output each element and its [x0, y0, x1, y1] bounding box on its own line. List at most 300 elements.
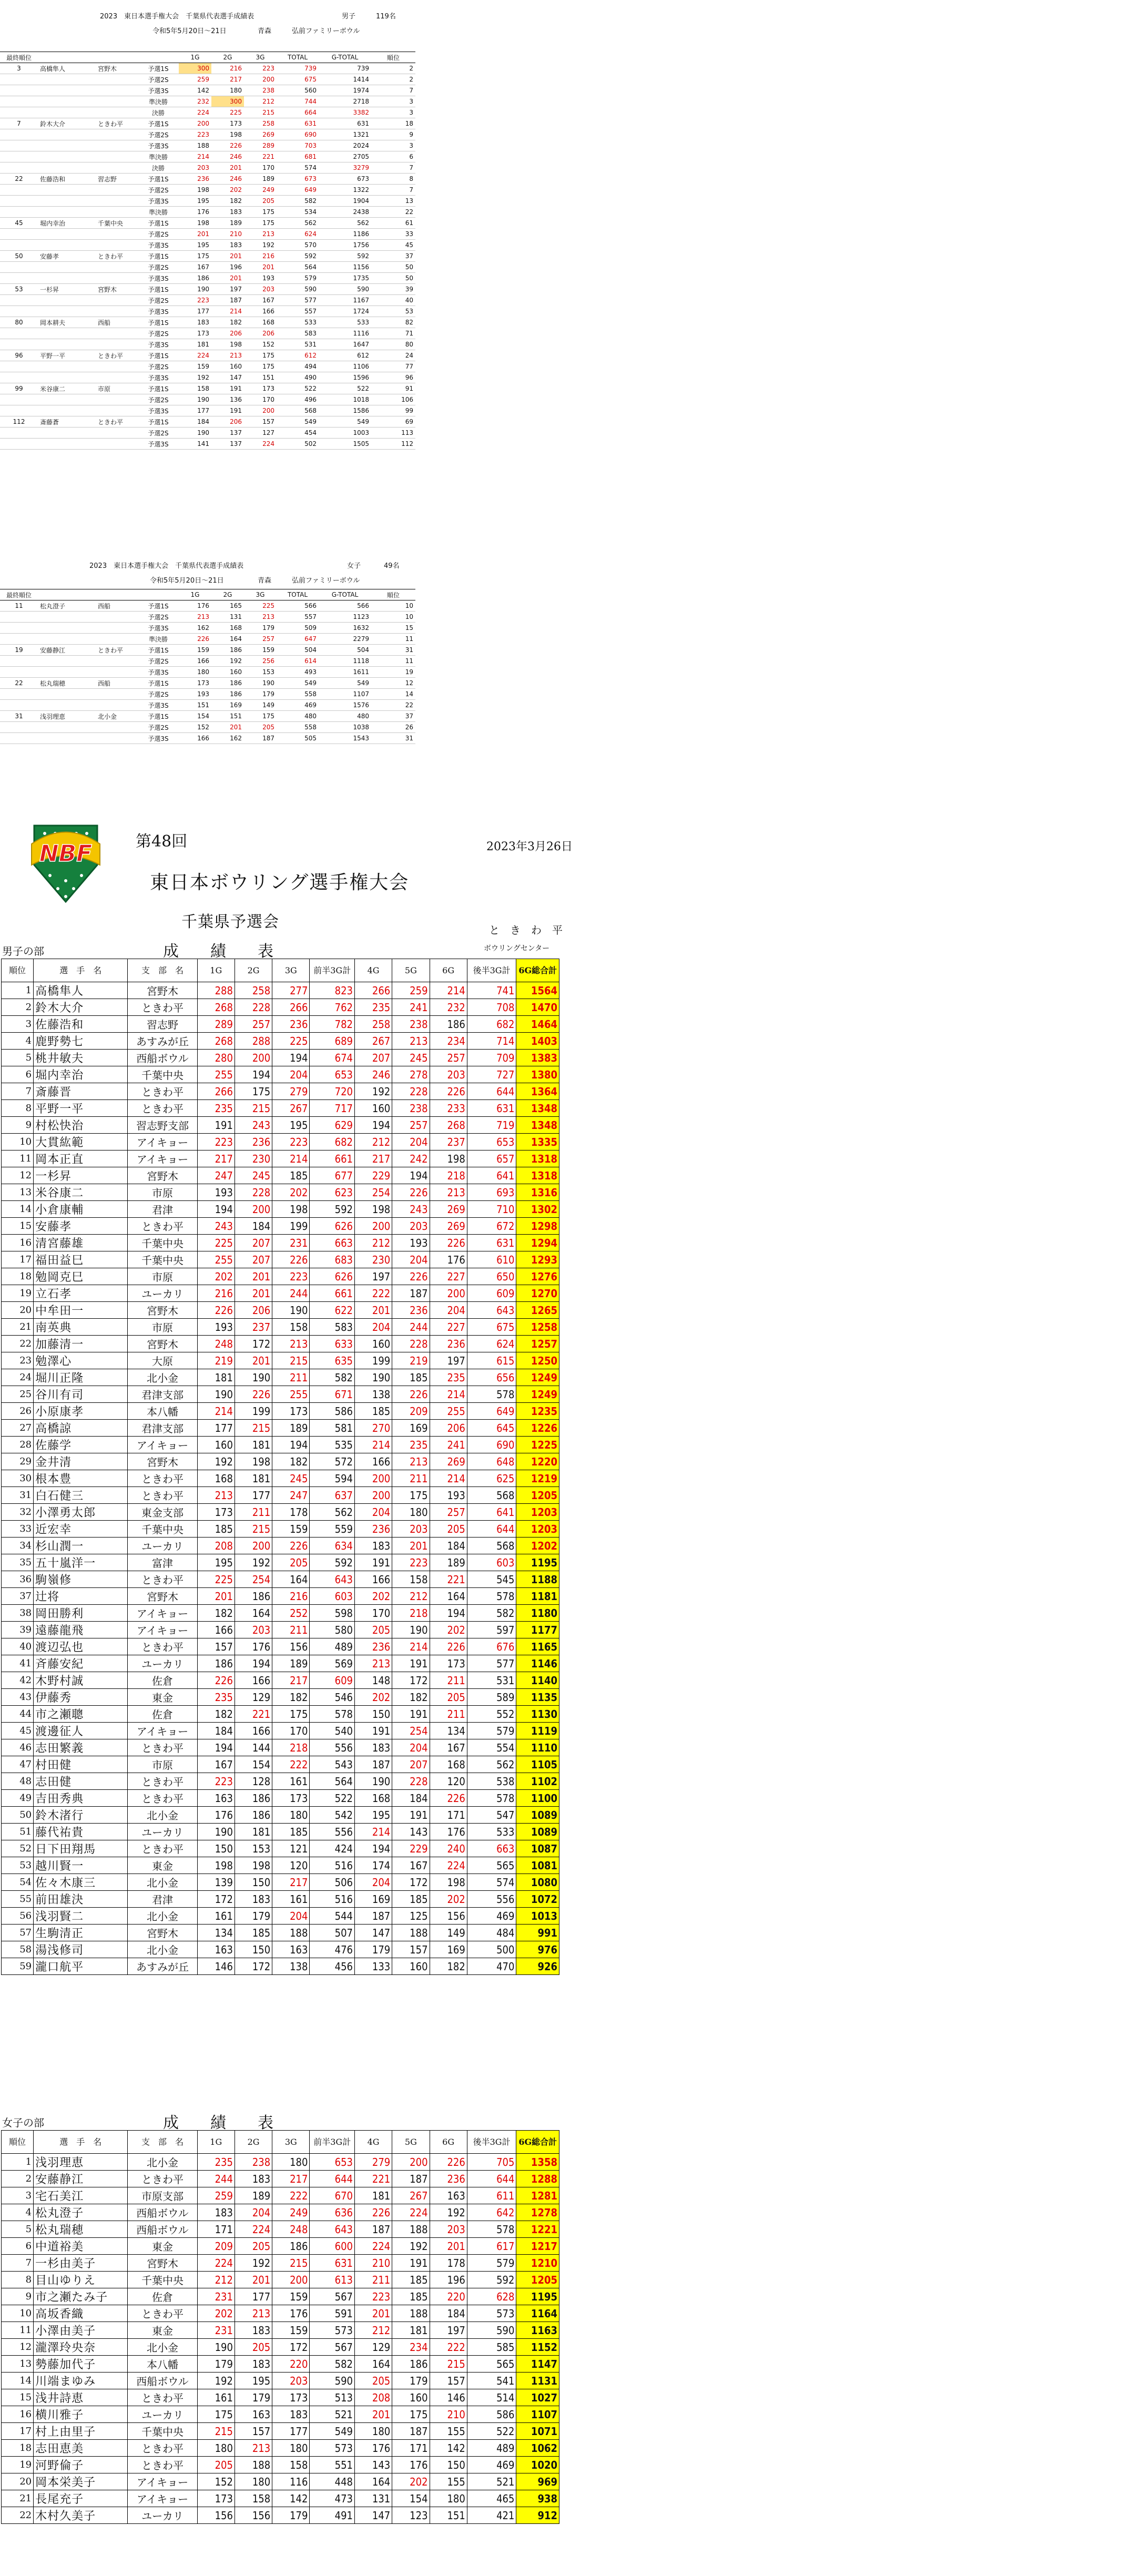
summary-cell: 45 [0, 218, 38, 229]
summary-cell: 224 [244, 439, 277, 450]
results-cell: ときわ平 [128, 2440, 197, 2457]
results-cell: 624 [467, 1336, 516, 1352]
summary-row [0, 63, 415, 74]
summary-cell: 160 [211, 361, 244, 372]
results-row [2, 1638, 559, 1655]
results-cell: 浅羽理恵 [34, 2154, 128, 2171]
results-cell: 西船ボウル [128, 2373, 197, 2389]
results-cell: 583 [310, 1319, 355, 1336]
results-cell: 181 [197, 1369, 235, 1386]
results-cell: 552 [467, 1706, 516, 1723]
results-cell: 223 [272, 1268, 310, 1285]
summary-cell: 198 [211, 339, 244, 350]
results-cell: 前田雄決 [34, 1891, 128, 1908]
results-cell: 北小金 [128, 1807, 197, 1824]
results-cell: 222 [354, 1285, 392, 1302]
summary-cell: 1186 [319, 229, 371, 240]
summary-cell [0, 196, 38, 207]
results-cell: 200 [235, 1201, 272, 1218]
results-cell: 653 [310, 1066, 355, 1083]
results-cell: 164 [235, 1605, 272, 1622]
results-cell: 浅井詩恵 [34, 2389, 128, 2406]
summary-cell [0, 361, 38, 372]
summary-cell: 177 [179, 405, 211, 416]
summary-cell: 3 [371, 96, 415, 107]
summary-cell: 2705 [319, 151, 371, 162]
summary-cell: 西船 [96, 600, 138, 612]
results-row [2, 2373, 559, 2389]
summary-cell: 192 [244, 240, 277, 251]
women-results-heading: 成 績 表 [163, 2114, 273, 2132]
results-cell: 192 [354, 1083, 392, 1100]
results-cell: 1180 [516, 1605, 559, 1622]
results-cell: 177 [235, 2288, 272, 2305]
summary-cell [0, 151, 38, 162]
results-cell: 志田恵美 [34, 2440, 128, 2457]
results-cell: 938 [516, 2490, 559, 2507]
results-cell: 207 [392, 1756, 430, 1773]
results-cell: 150 [430, 2457, 467, 2473]
results-cell: 226 [392, 1184, 430, 1201]
results-cell: 215 [272, 2255, 310, 2272]
results-cell: 181 [392, 2322, 430, 2339]
results-cell: 1335 [516, 1134, 559, 1150]
results-cell: 193 [392, 1235, 430, 1251]
results-cell: 211 [430, 1672, 467, 1689]
results-cell: 142 [272, 2490, 310, 2507]
results-cell: 120 [272, 1857, 310, 1874]
results-cell: 255 [430, 1403, 467, 1420]
results-cell: 北小金 [128, 1874, 197, 1891]
summary-cell: 6 [371, 151, 415, 162]
summary-cell: 1107 [319, 689, 371, 700]
results-row [2, 1251, 559, 1268]
summary-cell: 予選3S [138, 85, 179, 96]
summary-cell [38, 74, 96, 85]
results-cell: 201 [235, 1285, 272, 1302]
results-cell: 218 [430, 1167, 467, 1184]
results-cell: 642 [467, 2204, 516, 2221]
results-row [2, 1184, 559, 1201]
results-cell: 226 [235, 1386, 272, 1403]
results-cell: 192 [430, 2204, 467, 2221]
results-cell: 682 [467, 1016, 516, 1033]
results-cell: 205 [430, 1689, 467, 1706]
summary-cell: 安藤静江 [38, 645, 96, 656]
summary-cell: 24 [371, 350, 415, 361]
results-cell: 247 [197, 1167, 235, 1184]
results-cell: 248 [197, 1336, 235, 1352]
summary-cell [0, 129, 38, 140]
summary-cell: 590 [277, 284, 319, 295]
summary-cell: 予選2S [138, 361, 179, 372]
summary-cell [38, 405, 96, 416]
summary-cell: 予選2S [138, 656, 179, 667]
results-cell: 203 [392, 1521, 430, 1538]
summary-cell [0, 140, 38, 151]
summary-cell: 558 [277, 689, 319, 700]
summary-cell: 557 [277, 306, 319, 317]
results-row [2, 1487, 559, 1504]
summary-cell [0, 96, 38, 107]
summary-cell [0, 229, 38, 240]
results-cell: 207 [235, 1251, 272, 1268]
results-cell: 643 [467, 1302, 516, 1319]
results-cell: 1203 [516, 1504, 559, 1521]
summary-cell: 7 [0, 118, 38, 129]
summary-cell: 96 [0, 350, 38, 361]
results-cell: 182 [392, 1689, 430, 1706]
results-cell: 201 [235, 1268, 272, 1285]
results-cell: 194 [197, 1201, 235, 1218]
results-cell: 128 [235, 1773, 272, 1790]
results-cell: 613 [310, 2272, 355, 2288]
results-cell: 516 [310, 1857, 355, 1874]
summary-cell: 22 [371, 700, 415, 711]
results-cell: 232 [430, 999, 467, 1016]
results-row [2, 2187, 559, 2204]
results-cell: 東金 [128, 1689, 197, 1706]
results-cell: 592 [310, 1201, 355, 1218]
summary-cell: 137 [211, 439, 244, 450]
results-col-header: 6G総合計 [516, 959, 559, 982]
results-cell: 20 [2, 2473, 34, 2490]
results-cell: 41 [2, 1655, 34, 1672]
summary-cell: 187 [244, 733, 277, 744]
results-cell: 東金 [128, 2322, 197, 2339]
results-row [2, 1369, 559, 1386]
summary-cell: 11 [371, 634, 415, 645]
summary-cell: 7 [371, 85, 415, 96]
results-cell: 259 [197, 2187, 235, 2204]
results-col-header: 選 手 名 [34, 959, 128, 982]
results-row [2, 1504, 559, 1521]
summary-cell: 予選2S [138, 185, 179, 196]
results-cell: 648 [467, 1453, 516, 1470]
results-cell: 709 [467, 1050, 516, 1066]
results-cell: アイキョー [128, 1723, 197, 1739]
summary-cell: 583 [277, 328, 319, 339]
results-cell: 205 [354, 1622, 392, 1638]
results-cell: 641 [467, 1504, 516, 1521]
results-cell: 219 [392, 1352, 430, 1369]
summary-col-header: 3G [244, 52, 277, 63]
summary-cell: 480 [277, 711, 319, 722]
summary-cell: 176 [179, 600, 211, 612]
summary-cell [96, 85, 138, 96]
results-cell: 288 [235, 1033, 272, 1050]
results-cell: 491 [310, 2507, 355, 2524]
summary-cell: 226 [179, 634, 211, 645]
results-cell: 237 [235, 1319, 272, 1336]
summary-cell: 一杉昇 [38, 284, 96, 295]
summary-cell: 480 [319, 711, 371, 722]
summary-cell: 53 [0, 284, 38, 295]
results-cell: 717 [310, 1100, 355, 1117]
results-cell: 205 [235, 2238, 272, 2255]
summary-cell: 193 [179, 689, 211, 700]
summary-cell: 112 [0, 416, 38, 427]
summary-cell [0, 262, 38, 273]
results-cell: 191 [354, 1554, 392, 1571]
event-date: 2023年3月26日 [486, 840, 573, 853]
summary-cell: 534 [277, 207, 319, 218]
results-row [2, 2440, 559, 2457]
results-cell: 1470 [516, 999, 559, 1016]
results-cell: 129 [354, 2339, 392, 2356]
results-row [2, 1319, 559, 1336]
summary-cell: 平野一平 [38, 350, 96, 361]
summary-cell: 予選2S [138, 129, 179, 140]
results-cell: 192 [392, 2238, 430, 2255]
results-cell: 578 [467, 1588, 516, 1605]
results-cell: 1288 [516, 2171, 559, 2187]
summary-cell [38, 439, 96, 450]
results-cell: 201 [430, 2238, 467, 2255]
results-cell: 40 [2, 1638, 34, 1655]
results-cell: 鈴木渚行 [34, 1807, 128, 1824]
results-cell: ときわ平 [128, 1100, 197, 1117]
summary-cell: 149 [244, 700, 277, 711]
results-cell: 160 [354, 1100, 392, 1117]
results-cell: 1281 [516, 2187, 559, 2204]
results-cell: 178 [430, 2255, 467, 2272]
summary-cell: 1167 [319, 295, 371, 306]
results-cell: 村上由里子 [34, 2423, 128, 2440]
summary-cell: 170 [244, 162, 277, 174]
results-cell: 626 [310, 1218, 355, 1235]
summary-cell: 19 [0, 645, 38, 656]
venue-name: と き わ 平 [489, 924, 563, 936]
results-col-header: 6G [430, 2131, 467, 2154]
summary-cell: 212 [244, 96, 277, 107]
results-cell: 644 [310, 2171, 355, 2187]
results-cell: 160 [197, 1437, 235, 1453]
summary-cell: 1904 [319, 196, 371, 207]
results-cell: 644 [467, 1521, 516, 1538]
men-summary-table [0, 52, 415, 450]
results-cell: 279 [272, 1083, 310, 1100]
results-cell: 214 [430, 982, 467, 999]
results-cell: 190 [354, 1369, 392, 1386]
summary-cell: 188 [179, 140, 211, 151]
results-cell: 164 [430, 1588, 467, 1605]
results-row [2, 2171, 559, 2187]
results-cell: 21 [2, 2490, 34, 2507]
summary-cell: 300 [179, 63, 211, 74]
results-cell: 203 [430, 2221, 467, 2238]
results-cell: 179 [235, 1908, 272, 1925]
results-cell: 1013 [516, 1908, 559, 1925]
results-cell: 34 [2, 1538, 34, 1554]
summary-cell: 166 [179, 733, 211, 744]
summary-cell: 決勝 [138, 162, 179, 174]
summary-cell: 664 [277, 107, 319, 118]
results-cell: 564 [310, 1773, 355, 1790]
results-row [2, 1218, 559, 1235]
results-cell: 辻将 [34, 1588, 128, 1605]
results-cell: 桃井敏夫 [34, 1050, 128, 1066]
results-cell: 154 [392, 2490, 430, 2507]
results-cell: 562 [310, 1504, 355, 1521]
results-cell: ときわ平 [128, 1218, 197, 1235]
results-cell: 1276 [516, 1268, 559, 1285]
results-cell: 195 [235, 2373, 272, 2389]
summary-cell: 1018 [319, 394, 371, 405]
summary-cell: 647 [277, 634, 319, 645]
results-cell: 531 [467, 1672, 516, 1689]
summary-cell: 566 [277, 600, 319, 612]
results-cell: ときわ平 [128, 1739, 197, 1756]
summary-row [0, 85, 415, 96]
results-cell: 237 [430, 1134, 467, 1150]
results-col-header: 6G [430, 959, 467, 982]
results-cell: 568 [467, 1538, 516, 1554]
results-col-header: 4G [354, 2131, 392, 2154]
summary-cell [96, 306, 138, 317]
summary-cell: 50 [371, 273, 415, 284]
results-row [2, 1773, 559, 1790]
summary-cell: 173 [179, 328, 211, 339]
results-cell: 267 [272, 1100, 310, 1117]
results-cell: 岡本正直 [34, 1150, 128, 1167]
summary-cell [96, 151, 138, 162]
summary-cell: 213 [179, 612, 211, 623]
results-cell: 166 [235, 1723, 272, 1739]
results-cell: 172 [235, 1958, 272, 1975]
results-cell: 270 [354, 1420, 392, 1437]
results-col-header: 5G [392, 959, 430, 982]
results-cell: 1110 [516, 1739, 559, 1756]
summary-cell: 39 [371, 284, 415, 295]
results-cell: 171 [392, 2440, 430, 2457]
summary-row [0, 317, 415, 328]
results-cell: 志田繁義 [34, 1739, 128, 1756]
results-cell: 213 [392, 1453, 430, 1470]
summary-cell: 予選3S [138, 439, 179, 450]
summary-cell: 201 [211, 722, 244, 733]
summary-cell: 531 [277, 339, 319, 350]
results-row [2, 1824, 559, 1840]
results-cell: 562 [467, 1756, 516, 1773]
results-cell: 習志野 [128, 1016, 197, 1033]
results-cell: 1202 [516, 1538, 559, 1554]
results-cell: 626 [310, 1268, 355, 1285]
results-cell: 226 [354, 2204, 392, 2221]
summary-cell: 予選3S [138, 372, 179, 383]
results-cell: 182 [272, 1689, 310, 1706]
summary-cell: 614 [277, 656, 319, 667]
results-cell: 堀内幸治 [34, 1066, 128, 1083]
results-cell: 23 [2, 1352, 34, 1369]
summary-cell [96, 656, 138, 667]
results-row [2, 1285, 559, 1302]
results-cell: 4 [2, 1033, 34, 1050]
results-cell: 224 [354, 2238, 392, 2255]
results-cell: 204 [430, 1302, 467, 1319]
results-cell: 540 [310, 1723, 355, 1739]
results-cell: 213 [354, 1655, 392, 1672]
results-cell: 210 [354, 2255, 392, 2272]
summary-cell: 予選1S [138, 600, 179, 612]
results-cell: 991 [516, 1925, 559, 1941]
results-cell: 229 [354, 1167, 392, 1184]
summary-row [0, 634, 415, 645]
results-cell: 宮野木 [128, 982, 197, 999]
results-cell: 215 [235, 1521, 272, 1538]
results-row [2, 2356, 559, 2373]
results-row [2, 2406, 559, 2423]
summary-cell: 200 [179, 118, 211, 129]
results-cell: 河野倫子 [34, 2457, 128, 2473]
summary-cell: 151 [244, 372, 277, 383]
summary-row [0, 361, 415, 372]
summary-cell: 675 [277, 74, 319, 85]
results-cell: 君津支部 [128, 1386, 197, 1403]
results-cell: 君津 [128, 1201, 197, 1218]
results-cell: 173 [272, 1403, 310, 1420]
results-cell: 204 [392, 1251, 430, 1268]
results-cell: 1 [2, 2154, 34, 2171]
summary-cell [96, 185, 138, 196]
results-cell: 176 [430, 1824, 467, 1840]
summary-cell: 167 [244, 295, 277, 306]
results-cell: 189 [272, 1420, 310, 1437]
summary-cell [96, 240, 138, 251]
results-cell: 708 [467, 999, 516, 1016]
results-cell: 佐藤学 [34, 1437, 128, 1453]
summary-cell [96, 96, 138, 107]
results-col-header: 後半3G計 [467, 2131, 516, 2154]
results-col-header: 3G [272, 959, 310, 982]
summary-cell: 1118 [319, 656, 371, 667]
results-cell: 160 [392, 1958, 430, 1975]
summary-cell: 151 [179, 700, 211, 711]
results-cell: 千葉中央 [128, 1235, 197, 1251]
summary-cell: 213 [211, 350, 244, 361]
summary-cell: 予選3S [138, 700, 179, 711]
summary-cell: 213 [244, 229, 277, 240]
summary-cell: 152 [179, 722, 211, 733]
results-cell: 10 [2, 2305, 34, 2322]
results-cell: 1221 [516, 2221, 559, 2238]
results-cell: 浅羽賢二 [34, 1908, 128, 1925]
results-cell: 143 [392, 1824, 430, 1840]
summary-cell [0, 612, 38, 623]
summary-cell [96, 273, 138, 284]
results-cell: 習志野支部 [128, 1117, 197, 1134]
results-cell: 183 [272, 2406, 310, 2423]
results-cell: 48 [2, 1773, 34, 1790]
summary-cell [0, 439, 38, 450]
results-cell: 17 [2, 1251, 34, 1268]
results-cell: 214 [430, 1470, 467, 1487]
results-cell: 伊藤秀 [34, 1689, 128, 1706]
results-cell: 279 [354, 2154, 392, 2171]
results-cell: 大原 [128, 1352, 197, 1369]
results-cell: 木村久美子 [34, 2507, 128, 2524]
results-row [2, 1470, 559, 1487]
summary-cell: 269 [244, 129, 277, 140]
summary-cell: 205 [244, 722, 277, 733]
summary-cell: 592 [277, 251, 319, 262]
results-cell: 476 [310, 1941, 355, 1958]
results-cell: 465 [467, 2490, 516, 2507]
results-cell: 1140 [516, 1672, 559, 1689]
results-cell: 155 [430, 2423, 467, 2440]
summary-cell: 2 [371, 74, 415, 85]
event-subtitle: 千葉県予選会 [181, 913, 279, 931]
